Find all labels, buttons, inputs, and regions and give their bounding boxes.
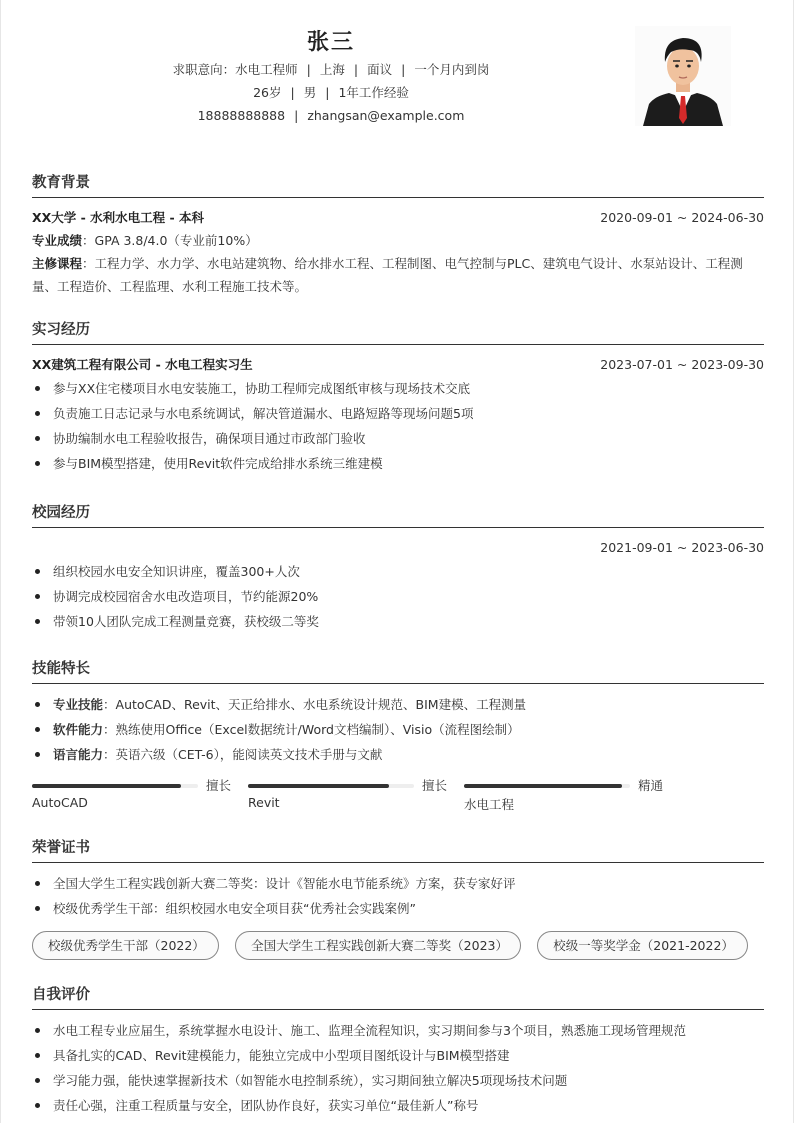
skill-track [248, 784, 414, 788]
courses-label: 主修课程 [32, 256, 83, 271]
skill-bar-autocad [32, 779, 248, 819]
list-item: 学习能力强，能快速掌握新技术（如智能水电控制系统），实习期间独立解决5项现场技术问题 [32, 1068, 764, 1093]
campus-list [32, 559, 764, 634]
gpa-label: 专业成绩 [32, 233, 83, 248]
list-item: 协调完成校园宿舍水电改造项目，节约能源20% [32, 584, 764, 609]
internship-header-row [32, 353, 764, 376]
list-item: 校级优秀学生干部：组织校园水电安全项目获“优秀社会实践案例” [32, 896, 764, 921]
skill-name: 水电工程 [464, 797, 515, 812]
job-intention: 求职意向：水电工程师 [172, 62, 298, 77]
skill-fill [32, 784, 181, 788]
skill-fill [248, 784, 389, 788]
list-item: 负责施工日志记录与水电系统调试，解决管道漏水、电路短路等现场问题5项 [32, 401, 764, 426]
list-item: 具备扎实的CAD、Revit建模能力，能独立完成中小型项目图纸设计与BIM模型搭建 [32, 1043, 764, 1068]
campus-header-row [32, 536, 764, 559]
section-title-education: 教育背景 [32, 172, 764, 198]
email[interactable]: zhangsan@example.com [307, 108, 465, 123]
school-major-degree: XX大学 - 水利水电工程 - 本科 [32, 210, 205, 225]
separator: | [353, 62, 359, 77]
skill-track [32, 784, 198, 788]
skill-level: 擅长 [206, 778, 232, 793]
internship-list [32, 376, 764, 476]
skill-track [464, 784, 630, 788]
list-item: 参与XX住宅楼项目水电安装施工，协助工程师完成图纸审核与现场技术交底 [32, 376, 764, 401]
skill-bar-hydropower [464, 779, 680, 819]
gpa-value: ：GPA 3.8/4.0（专业前10%） [82, 233, 258, 248]
education-header-row [32, 206, 764, 229]
skill-label: 软件能力 [53, 722, 104, 737]
section-title-campus: 校园经历 [32, 502, 764, 528]
self-evaluation-section [32, 984, 764, 1118]
honors-section [32, 837, 764, 960]
honor-tag: 校级一等奖学金（2021-2022） [537, 931, 748, 960]
skill-label: 专业技能 [53, 697, 104, 712]
skill-value: ：熟练使用Office（Excel数据统计/Word文档编制）、Visio（流程图绘制） [103, 722, 520, 737]
courses-value: ：工程力学、水力学、水电站建筑物、给水排水工程、工程制图、电气控制与PLC、建筑电气设计、水泵站设计、工程测量、工程造价、工程监理、水利工程施工技术等。 [32, 256, 743, 294]
honor-tag: 全国大学生工程实践创新大赛二等奖（2023） [235, 931, 521, 960]
honor-tags [32, 931, 764, 960]
skill-fill [464, 784, 622, 788]
gender: 男 [303, 85, 317, 100]
list-item: 组织校园水电安全知识讲座，覆盖300+人次 [32, 559, 764, 584]
list-item: 全国大学生工程实践创新大赛二等奖：设计《智能水电节能系统》方案，获专家好评 [32, 871, 764, 896]
avatar-icon [635, 26, 731, 126]
skill-bar-revit [248, 779, 464, 819]
skill-value: ：英语六级（CET-6），能阅读英文技术手册与文献 [103, 747, 383, 762]
job-intention-line [1, 58, 661, 81]
courses-line [32, 252, 764, 298]
skill-bars [32, 779, 764, 819]
availability: 一个月内到岗 [414, 62, 490, 77]
skill-name: Revit [248, 795, 280, 810]
internship-date: 2023-07-01 ~ 2023-09-30 [600, 357, 764, 372]
list-item: 带领10人团队完成工程测量竞赛，获校级二等奖 [32, 609, 764, 634]
separator: | [401, 62, 406, 77]
list-item: 水电工程专业应届生，系统掌握水电设计、施工、监理全流程知识，实习期间参与3个项目，熟悉施工现场管理规范 [32, 1018, 764, 1043]
avatar-photo [635, 26, 731, 126]
list-item [32, 717, 764, 742]
company-position: XX建筑工程有限公司 - 水电工程实习生 [32, 357, 253, 372]
separator: | [294, 108, 299, 123]
skill-name: AutoCAD [32, 795, 88, 810]
campus-date: 2021-09-01 ~ 2023-06-30 [600, 540, 764, 555]
self-evaluation-list [32, 1018, 764, 1118]
list-item [32, 692, 764, 717]
section-title-self-evaluation: 自我评价 [32, 984, 764, 1010]
skill-level: 擅长 [422, 778, 448, 793]
internship-section [32, 319, 764, 476]
skills-list [32, 692, 764, 767]
campus-section [32, 502, 764, 634]
section-title-skills: 技能特长 [32, 658, 764, 684]
skills-section [32, 658, 764, 819]
education-section [32, 172, 764, 298]
section-title-internship: 实习经历 [32, 319, 764, 345]
list-item: 责任心强，注重工程质量与安全，团队协作良好，获实习单位“最佳新人”称号 [32, 1093, 764, 1118]
list-item: 协助编制水电工程验收报告，确保项目通过市政部门验收 [32, 426, 764, 451]
list-item [32, 742, 764, 767]
separator: | [325, 85, 330, 100]
contact-line [1, 104, 661, 127]
skill-level: 精通 [638, 778, 664, 793]
phone: 18888888888 [197, 108, 286, 123]
honor-tag: 校级优秀学生干部（2022） [32, 931, 219, 960]
skill-label: 语言能力 [53, 747, 104, 762]
age: 26岁 [253, 85, 282, 100]
personal-info-line [1, 81, 661, 104]
list-item: 参与BIM模型搭建，使用Revit软件完成给排水系统三维建模 [32, 451, 764, 476]
skill-value: ：AutoCAD、Revit、天正给排水、水电系统设计规范、BIM建模、工程测量 [103, 697, 527, 712]
candidate-name: 张三 [306, 30, 355, 55]
separator: | [290, 85, 295, 100]
experience: 1年工作经验 [338, 85, 409, 100]
salary: 面议 [367, 62, 393, 77]
honors-list [32, 871, 764, 921]
separator: | [306, 62, 311, 77]
resume-header [1, 28, 661, 127]
location: 上海 [319, 62, 345, 77]
education-date: 2020-09-01 ~ 2024-06-30 [600, 210, 764, 225]
section-title-honors: 荣誉证书 [32, 837, 764, 863]
gpa-line [32, 229, 764, 252]
